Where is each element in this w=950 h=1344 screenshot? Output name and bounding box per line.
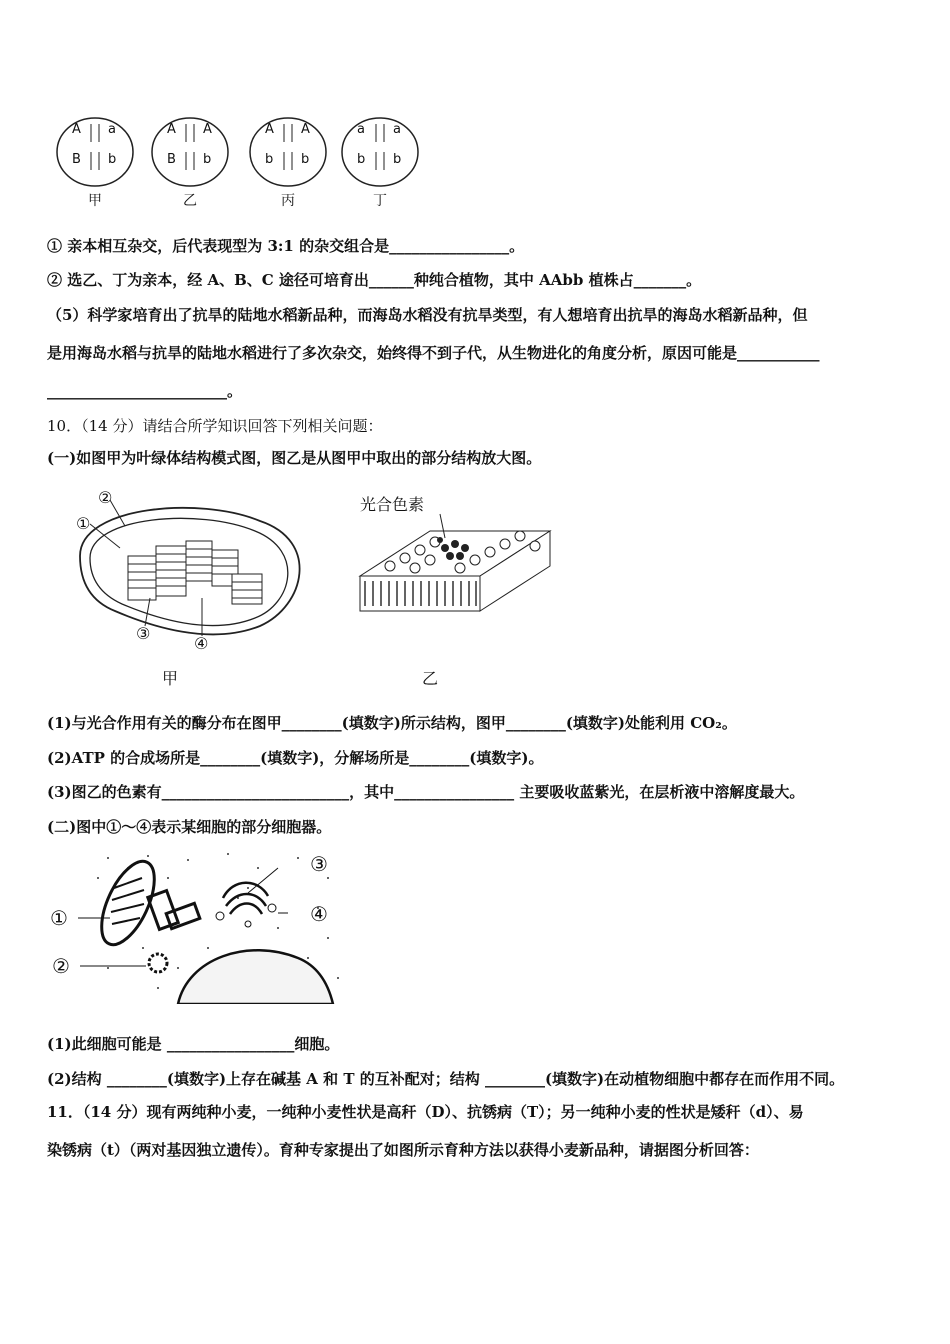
q9-line3: （5）科学家培育出了抗旱的陆地水稻新品种，而海岛水稻没有抗旱类型，有人想培育出抗旱的海岛水稻新品种，但 bbox=[47, 306, 808, 324]
cell-yi bbox=[152, 118, 228, 186]
q9-line4: 是用海岛水稻与抗旱的陆地水稻进行了多次杂交，始终得不到子代，从生物进化的角度分析，原因可能是___________ bbox=[47, 344, 820, 362]
allele: B bbox=[167, 152, 176, 167]
allele: A bbox=[167, 122, 176, 137]
cell-caption: 甲 bbox=[88, 193, 102, 209]
allele: a bbox=[357, 122, 365, 137]
label-4: ④ bbox=[194, 634, 209, 653]
allele: b bbox=[108, 152, 117, 167]
allele: A bbox=[265, 122, 274, 137]
q9-line5: ________________________。 bbox=[47, 382, 243, 400]
allele: a bbox=[108, 122, 116, 137]
q10-part1-intro: (一)如图甲为叶绿体结构模式图，图乙是从图甲中取出的部分结构放大图。 bbox=[47, 449, 542, 467]
cell-ding bbox=[342, 118, 418, 186]
allele: A bbox=[72, 122, 81, 137]
q10-header: 10．（14 分）请结合所学知识回答下列相关问题： bbox=[47, 417, 383, 435]
pigment-label: 光合色素 bbox=[360, 495, 425, 514]
caption-jia: 甲 bbox=[162, 669, 179, 688]
allele: b bbox=[393, 152, 402, 167]
allele: A bbox=[203, 122, 212, 137]
label-1: ① bbox=[76, 514, 91, 533]
q9-line1: ① 亲本相互杂交，后代表现型为 3:1 的杂交组合是________________。 bbox=[47, 237, 525, 255]
allele: a bbox=[393, 122, 401, 137]
q11-line2: 染锈病（t）（两对基因独立遗传）。育种专家提出了如图所示育种方法以获得小麦新品种，请据图分析回答： bbox=[47, 1141, 759, 1159]
cell-jia bbox=[57, 118, 133, 186]
organelle-figure bbox=[48, 848, 348, 1004]
chloroplast-figure bbox=[60, 486, 580, 686]
allele: b bbox=[203, 152, 212, 167]
cell-caption: 乙 bbox=[183, 193, 197, 209]
q9-line2: ② 选乙、丁为亲本，经 A、B、C 途径可培育出______种纯合植物，其中 AAbb 植株占_______。 bbox=[47, 271, 702, 289]
label-2: ② bbox=[52, 954, 70, 978]
q10-p2q2: (2)结构 ________(填数字)上存在碱基 A 和 T 的互补配对；结构 ________(填数字)在动植物细胞中都存在而作用不同。 bbox=[47, 1070, 845, 1088]
label-3: ③ bbox=[310, 852, 328, 876]
allele: A bbox=[301, 122, 310, 137]
cell-bing bbox=[250, 118, 326, 186]
cell-caption: 丁 bbox=[373, 193, 387, 209]
allele: B bbox=[72, 152, 81, 167]
q10-q2: (2)ATP 的合成场所是________(填数字)，分解场所是________(填数字)。 bbox=[47, 749, 544, 767]
cell-caption: 丙 bbox=[281, 193, 295, 209]
allele: b bbox=[357, 152, 366, 167]
q10-q3: (3)图乙的色素有_________________________，其中________________ 主要吸收蓝紫光，在层析液中溶解度最大。 bbox=[47, 783, 805, 801]
thylakoid-membrane bbox=[360, 514, 550, 611]
caption-yi: 乙 bbox=[422, 669, 439, 688]
q10-part2-intro: (二)图中①～④表示某细胞的部分细胞器。 bbox=[47, 818, 332, 836]
q10-q1: (1)与光合作用有关的酶分布在图甲________(填数字)所示结构，图甲________(填数字)处能利用 CO₂。 bbox=[47, 714, 737, 732]
genotype-cells-figure bbox=[50, 112, 430, 212]
allele: b bbox=[265, 152, 274, 167]
label-4: ④ bbox=[310, 902, 328, 926]
label-2: ② bbox=[98, 488, 113, 507]
q10-p2q1: (1)此细胞可能是 _________________细胞。 bbox=[47, 1035, 340, 1053]
label-3: ③ bbox=[136, 624, 151, 643]
label-1: ① bbox=[50, 906, 68, 930]
q11-line1: 11．（14 分）现有两纯种小麦，一纯种小麦性状是高秆（D）、抗锈病（T）；另一纯种小麦的性状是矮秆（d）、易 bbox=[47, 1103, 804, 1121]
allele: b bbox=[301, 152, 310, 167]
